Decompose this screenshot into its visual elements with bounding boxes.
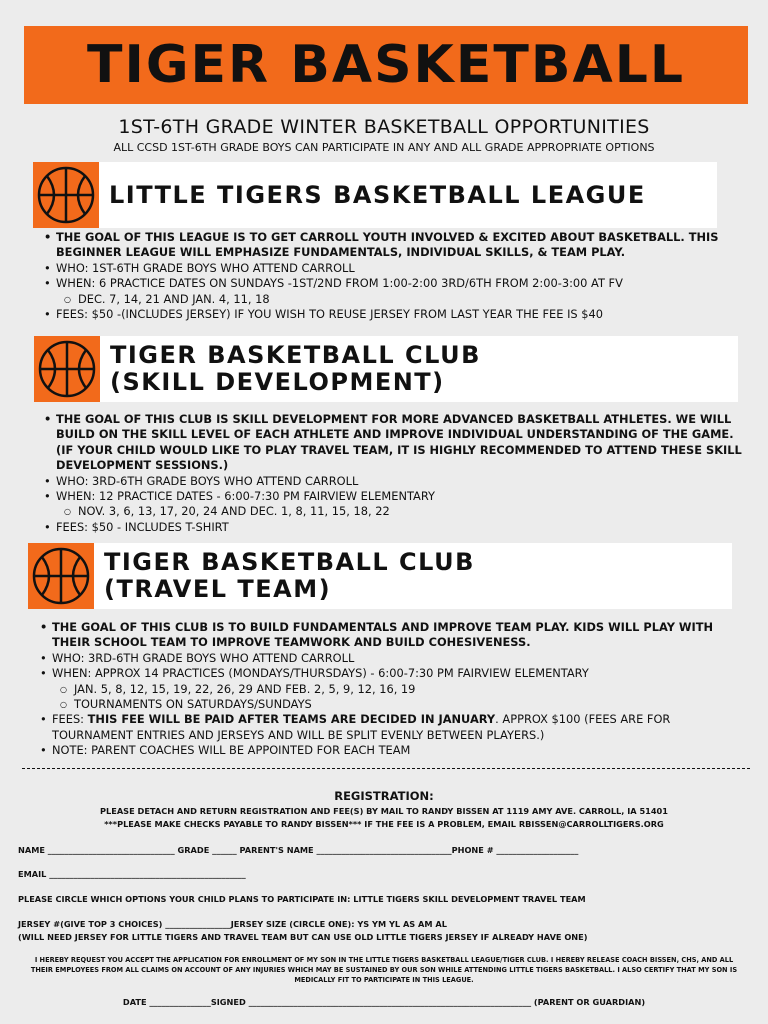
section-title: TIGER BASKETBALL CLUB — [104, 548, 475, 576]
section-title-box — [94, 543, 732, 609]
registration-heading: REGISTRATION: — [334, 789, 434, 803]
jersey-field[interactable]: JERSEY #(GIVE TOP 3 CHOICES) ________________JERSEY SIZE (CIRCLE ONE): YS YM YL AS AM AL — [18, 919, 447, 929]
list-item: • WHO: 3RD-6TH GRADE BOYS WHO ATTEND CARROLL — [42, 474, 754, 489]
options-field[interactable]: PLEASE CIRCLE WHICH OPTIONS YOUR CHILD PLANS TO PARTICIPATE IN: LITTLE TIGERS SKILL DEVELOPMENT TRAVEL TEAM — [18, 894, 586, 904]
page-subline: ALL CCSD 1ST-6TH GRADE BOYS CAN PARTICIPATE IN ANY AND ALL GRADE APPROPRIATE OPTIONS — [113, 141, 655, 154]
list-item: • WHEN: 6 PRACTICE DATES ON SUNDAYS -1ST/2ND FROM 1:00-2:00 3RD/6TH FROM 2:00-3:00 AT FV — [42, 276, 754, 291]
section1-list — [42, 230, 754, 322]
section-header-little-tigers — [33, 162, 717, 228]
list-item: • THE GOAL OF THIS CLUB IS SKILL DEVELOPMENT FOR MORE ADVANCED BASKETBALL ATHLETES. WE WILL BUILD ON THE SKILL LEVEL OF EACH ATHLETE AND IMPROVE INDIVIDUAL UNDERSTANDING OF THE GAME. (IF YOUR CHILD WOULD LIKE TO PLAY TRAVEL TEAM, IT IS HIGHLY RECOMMENDED TO ATTEND THESE SKILL DEVELOPMENT SESSIONS.) — [42, 412, 754, 474]
section3-list — [38, 620, 754, 759]
name-grade-parent-phone-field[interactable]: NAME _______________________________ GRADE ______ PARENT'S NAME _________________________________PHONE # ____________________ — [18, 845, 579, 855]
list-item: • FEES: $50 -(INCLUDES JERSEY) IF YOU WISH TO REUSE JERSEY FROM LAST YEAR THE FEE IS $40 — [42, 307, 754, 322]
list-item: ○ NOV. 3, 6, 13, 17, 20, 24 AND DEC. 1, 8, 11, 15, 18, 22 — [42, 504, 754, 519]
section-title: TIGER BASKETBALL CLUB — [110, 341, 481, 369]
page-subtitle: 1ST-6TH GRADE WINTER BASKETBALL OPPORTUNITIES — [118, 116, 650, 138]
list-item: • WHO: 3RD-6TH GRADE BOYS WHO ATTEND CARROLL — [38, 651, 754, 666]
list-item: • THE GOAL OF THIS LEAGUE IS TO GET CARROLL YOUTH INVOLVED & EXCITED ABOUT BASKETBALL. THIS BEGINNER LEAGUE WILL EMPHASIZE FUNDAMENTALS, INDIVIDUAL SKILLS, & TEAM PLAY. — [42, 230, 754, 261]
section2-list — [42, 412, 754, 535]
basketball-icon — [33, 162, 99, 228]
list-item — [38, 712, 754, 743]
detach-divider — [22, 768, 750, 769]
list-item: • WHO: 1ST-6TH GRADE BOYS WHO ATTEND CARROLL — [42, 261, 754, 276]
section-header-travel-team — [28, 543, 732, 609]
section-title: LITTLE TIGERS BASKETBALL LEAGUE — [109, 180, 646, 209]
section-title-line2: (SKILL DEVELOPMENT) — [110, 368, 445, 396]
section-title-box — [99, 162, 717, 228]
registration-mail-line: PLEASE DETACH AND RETURN REGISTRATION AND FEE(S) BY MAIL TO RANDY BISSEN AT 1119 AMY AVE. CARROLL, IA 51401 — [100, 806, 668, 816]
waiver-text: I HEREBY REQUEST YOU ACCEPT THE APPLICATION FOR ENROLLMENT OF MY SON IN THE LITTLE TIGERS BASKETBALL LEAGUE/TIGER CLUB. I HEREBY RELEASE COACH BISSEN, CHS, AND ALL THEIR EMPLOYEES FROM ALL CLAIMS ON ACCOUNT OF ANY INJURIES WHICH MAY BE SUSTAINED BY OUR SON WHILE ATTENDING LITTLE TIGERS BASKETBALL. I ALSO CERTIFY THAT MY SON IS MEDICALLY FIT TO PARTICIPATE IN THIS LEAGUE. — [30, 956, 738, 984]
email-field[interactable]: EMAIL ________________________________________________ — [18, 869, 246, 879]
list-item: • THE GOAL OF THIS CLUB IS TO BUILD FUNDAMENTALS AND IMPROVE TEAM PLAY. KIDS WILL PLAY WITH THEIR SCHOOL TEAM TO IMPROVE TEAMWORK AND BUILD COHESIVENESS. — [38, 620, 754, 651]
section-header-skill-development — [34, 336, 738, 402]
section-title-line2: (TRAVEL TEAM) — [104, 575, 332, 603]
fees-bold: THIS FEE WILL BE PAID AFTER TEAMS ARE DECIDED IN JANUARY — [87, 712, 496, 727]
section-title-box — [100, 336, 738, 402]
list-item: ○ JAN. 5, 8, 12, 15, 19, 22, 26, 29 AND FEB. 2, 5, 9, 12, 16, 19 — [38, 682, 754, 697]
list-item: • WHEN: APPROX 14 PRACTICES (MONDAYS/THURSDAYS) - 6:00-7:30 PM FAIRVIEW ELEMENTARY — [38, 666, 754, 681]
basketball-icon — [28, 543, 94, 609]
fees-label: FEES: — [52, 712, 88, 727]
page-title: TIGER BASKETBALL — [87, 35, 685, 95]
basketball-icon — [34, 336, 100, 402]
title-banner — [24, 26, 748, 104]
list-item: • NOTE: PARENT COACHES WILL BE APPOINTED FOR EACH TEAM — [38, 743, 754, 758]
jersey-note: (WILL NEED JERSEY FOR LITTLE TIGERS AND TRAVEL TEAM BUT CAN USE OLD LITTLE TIGERS JERSEY IF ALREADY HAVE ONE) — [18, 932, 588, 942]
registration-check-line: ***PLEASE MAKE CHECKS PAYABLE TO RANDY BISSEN*** IF THE FEE IS A PROBLEM, EMAIL RBISSEN@CARROLLTIGERS.ORG — [104, 819, 664, 829]
list-item: ○ DEC. 7, 14, 21 AND JAN. 4, 11, 18 — [42, 292, 754, 307]
fees-rest: . APPROX $100 (FEES ARE FOR TOURNAMENT ENTRIES AND JERSEYS AND WILL BE SPLIT EVENLY BETWEEN PLAYERS.) — [52, 712, 671, 742]
list-item: • FEES: $50 - INCLUDES T-SHIRT — [42, 520, 754, 535]
list-item: ○ TOURNAMENTS ON SATURDAYS/SUNDAYS — [38, 697, 754, 712]
signature-date-field[interactable]: DATE _______________SIGNED _____________________________________________________________________ (PARENT OR GUARDIAN) — [122, 997, 646, 1007]
list-item: • WHEN: 12 PRACTICE DATES - 6:00-7:30 PM FAIRVIEW ELEMENTARY — [42, 489, 754, 504]
